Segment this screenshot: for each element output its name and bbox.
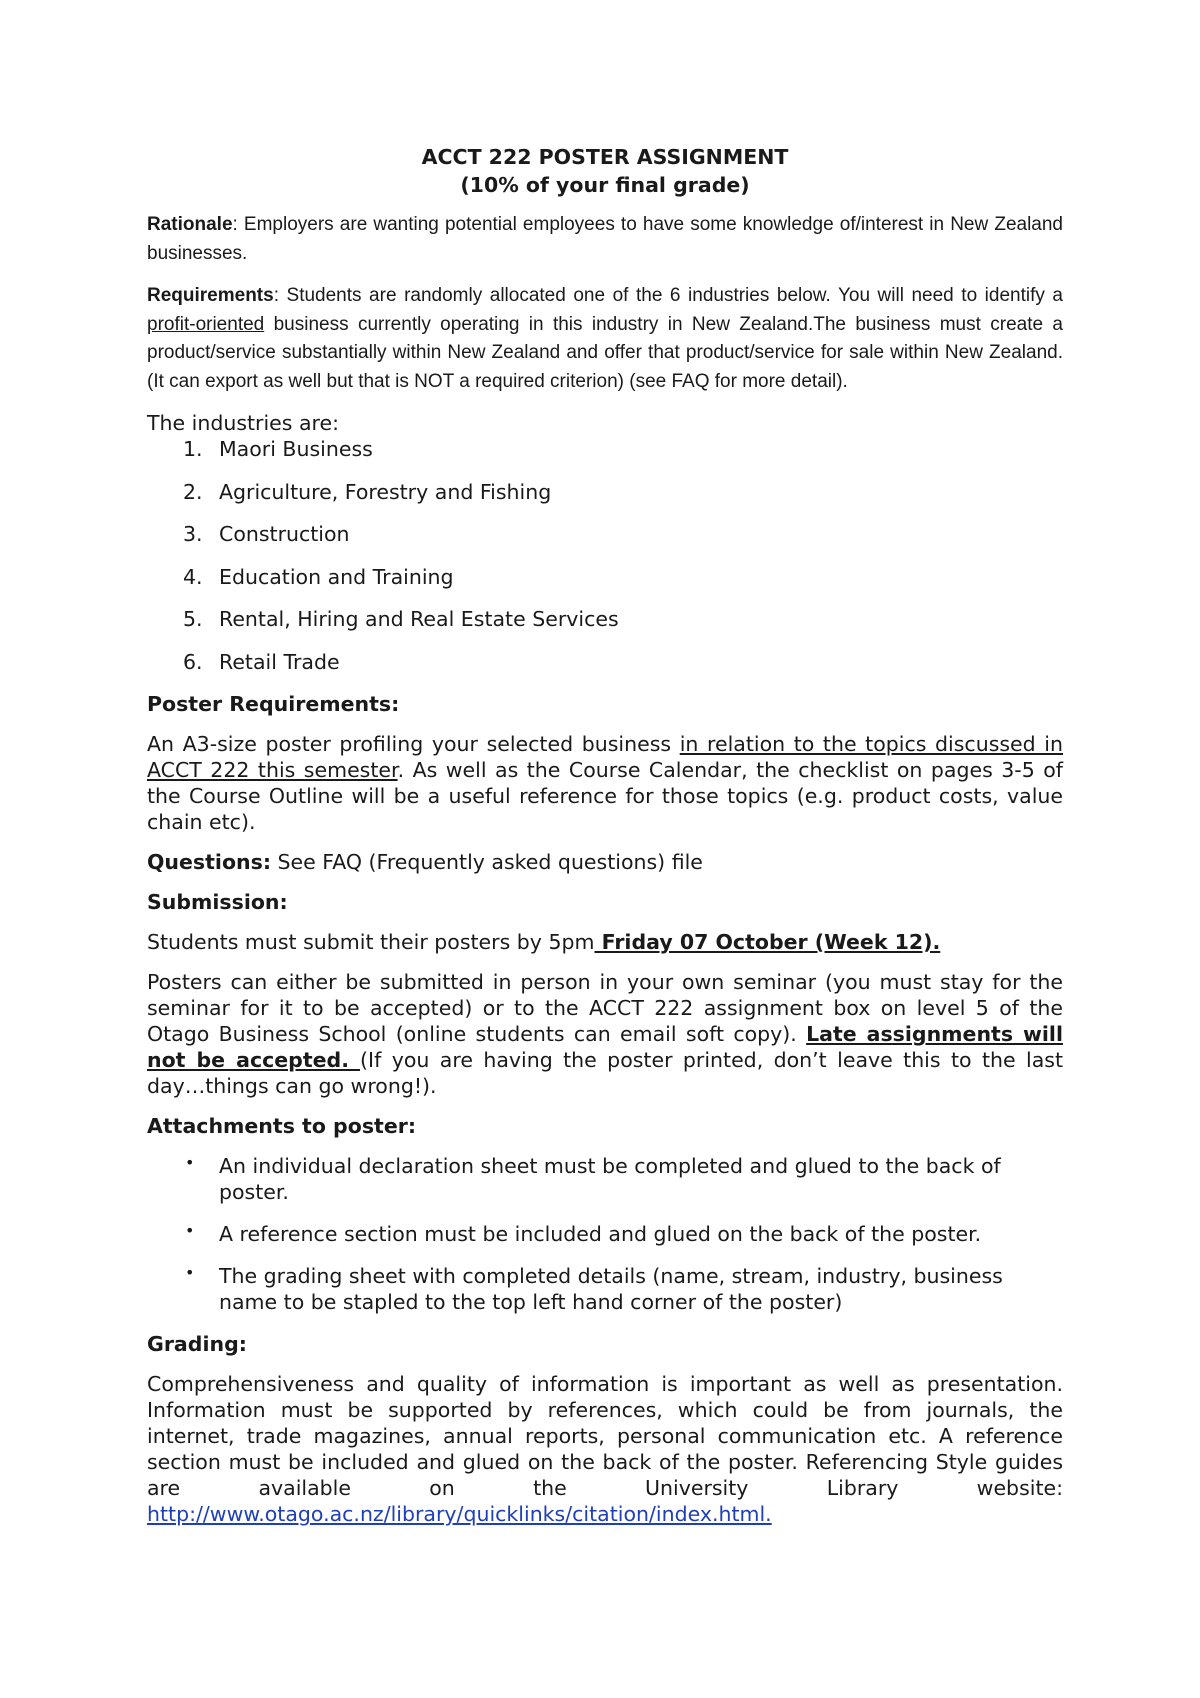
submission-details-2: (If you are having the poster printed, don’t leave this to the last day…things can go wrong!). (147, 1048, 1063, 1098)
citation-guide-link[interactable]: http://www.otago.ac.nz/library/quicklinks/citation/index.html. (147, 1502, 772, 1526)
list-item (147, 1221, 1063, 1247)
list-item-label: A reference section must be included and glued on the back of the poster. (219, 1222, 982, 1246)
requirements-label: Requirements (147, 285, 274, 306)
list-item-number: 5. (183, 607, 203, 631)
list-item-label: Maori Business (219, 437, 373, 461)
submission-deadline (147, 929, 1063, 955)
grading-heading: Grading: (147, 1332, 247, 1356)
late-warning: Late assignments will not be accepted. (147, 1022, 1063, 1072)
list-item (147, 521, 1063, 547)
requirements-text-2: business currently operating in this industry in New Zealand.The business must create a product/service substantially within New Zealand and offer that product/service for sale within New Zealand. (It can export as well but that is NOT a required criterion) (see FAQ for more detail). (147, 313, 1063, 392)
topics-underlined: in relation to the topics discussed in ACCT 222 this semester (147, 732, 1063, 782)
poster-requirements-text-1: An A3-size poster profiling your selected business (147, 732, 680, 756)
list-item (147, 1263, 1063, 1315)
industries-intro: The industries are: (147, 411, 340, 435)
bullet-icon: • (185, 1221, 195, 1240)
rationale-text: : Employers are wanting potential employees to have some knowledge of/interest in New Zealand businesses. (147, 214, 1063, 264)
poster-requirements-text-2: . As well as the Course Calendar, the checklist on pages 3-5 of the Course Outline will be a useful reference for those topics (e.g. product costs, value chain etc). (147, 758, 1063, 834)
submission-heading: Submission: (147, 890, 288, 914)
bullet-icon: • (185, 1263, 195, 1282)
list-item-label: Rental, Hiring and Real Estate Services (219, 607, 619, 631)
list-item-label: Construction (219, 522, 350, 546)
requirements-paragraph (147, 282, 1063, 396)
rationale-label: Rationale (147, 214, 233, 235)
list-item-number: 3. (183, 522, 203, 546)
list-item (147, 564, 1063, 590)
list-item-number: 4. (183, 564, 203, 589)
list-item-label: Education and Training (219, 564, 454, 589)
list-item-number: 2. (183, 479, 203, 504)
requirements-text-1: : Students are randomly allocated one of the 6 industries below. You will need to identify a (273, 285, 1063, 306)
list-item (147, 1153, 1063, 1205)
submission-details-1: Posters can either be submitted in person in your own seminar (you must stay for the seminar for it to be accepted) or to the ACCT 222 assignment box on level 5 of the Otago Business School (online students can email soft copy). (147, 970, 1063, 1046)
list-item-label: The grading sheet with completed details (name, stream, industry, business name to be stapled to the top left hand corner of the poster) (219, 1264, 1003, 1314)
list-item (147, 606, 1063, 632)
list-item-label: An individual declaration sheet must be completed and glued to the back of poster. (219, 1154, 1001, 1204)
poster-requirements-paragraph (147, 731, 1063, 835)
document-title: ACCT 222 POSTER ASSIGNMENT (421, 145, 789, 169)
list-item-number: 1. (183, 437, 203, 461)
questions-label: Questions: (147, 850, 272, 874)
list-item-label: Agriculture, Forestry and Fishing (219, 479, 552, 504)
industries-list (147, 436, 1063, 675)
questions-paragraph (147, 849, 1063, 875)
document-subtitle: (10% of your final grade) (460, 173, 750, 197)
list-item-number: 6. (183, 649, 203, 674)
document-page (147, 143, 1063, 1541)
deadline-date: Friday 07 October (Week 12). (594, 930, 941, 954)
list-item (147, 649, 1063, 675)
grading-text: Comprehensiveness and quality of information is important as well as presentation. Information must be supported by references, which could be from journals, the internet, trade magazines, annual reports, personal communication etc. A reference section must be included and glued on the back of the poster. Referencing Style guides are available on the University Library website: (147, 1372, 1063, 1500)
deadline-text: Students must submit their posters by 5pm (147, 930, 595, 954)
attachments-list (147, 1153, 1063, 1315)
profit-oriented-underlined: profit-oriented (147, 313, 265, 335)
list-item (147, 436, 1063, 462)
list-item-label: Retail Trade (219, 649, 340, 674)
rationale-paragraph (147, 211, 1063, 268)
grading-paragraph (147, 1371, 1063, 1527)
bullet-icon: • (185, 1153, 195, 1172)
attachments-heading: Attachments to poster: (147, 1114, 417, 1138)
poster-requirements-heading: Poster Requirements: (147, 692, 400, 716)
submission-details (147, 969, 1063, 1099)
questions-text: See FAQ (Frequently asked questions) file (271, 850, 703, 874)
list-item (147, 479, 1063, 505)
